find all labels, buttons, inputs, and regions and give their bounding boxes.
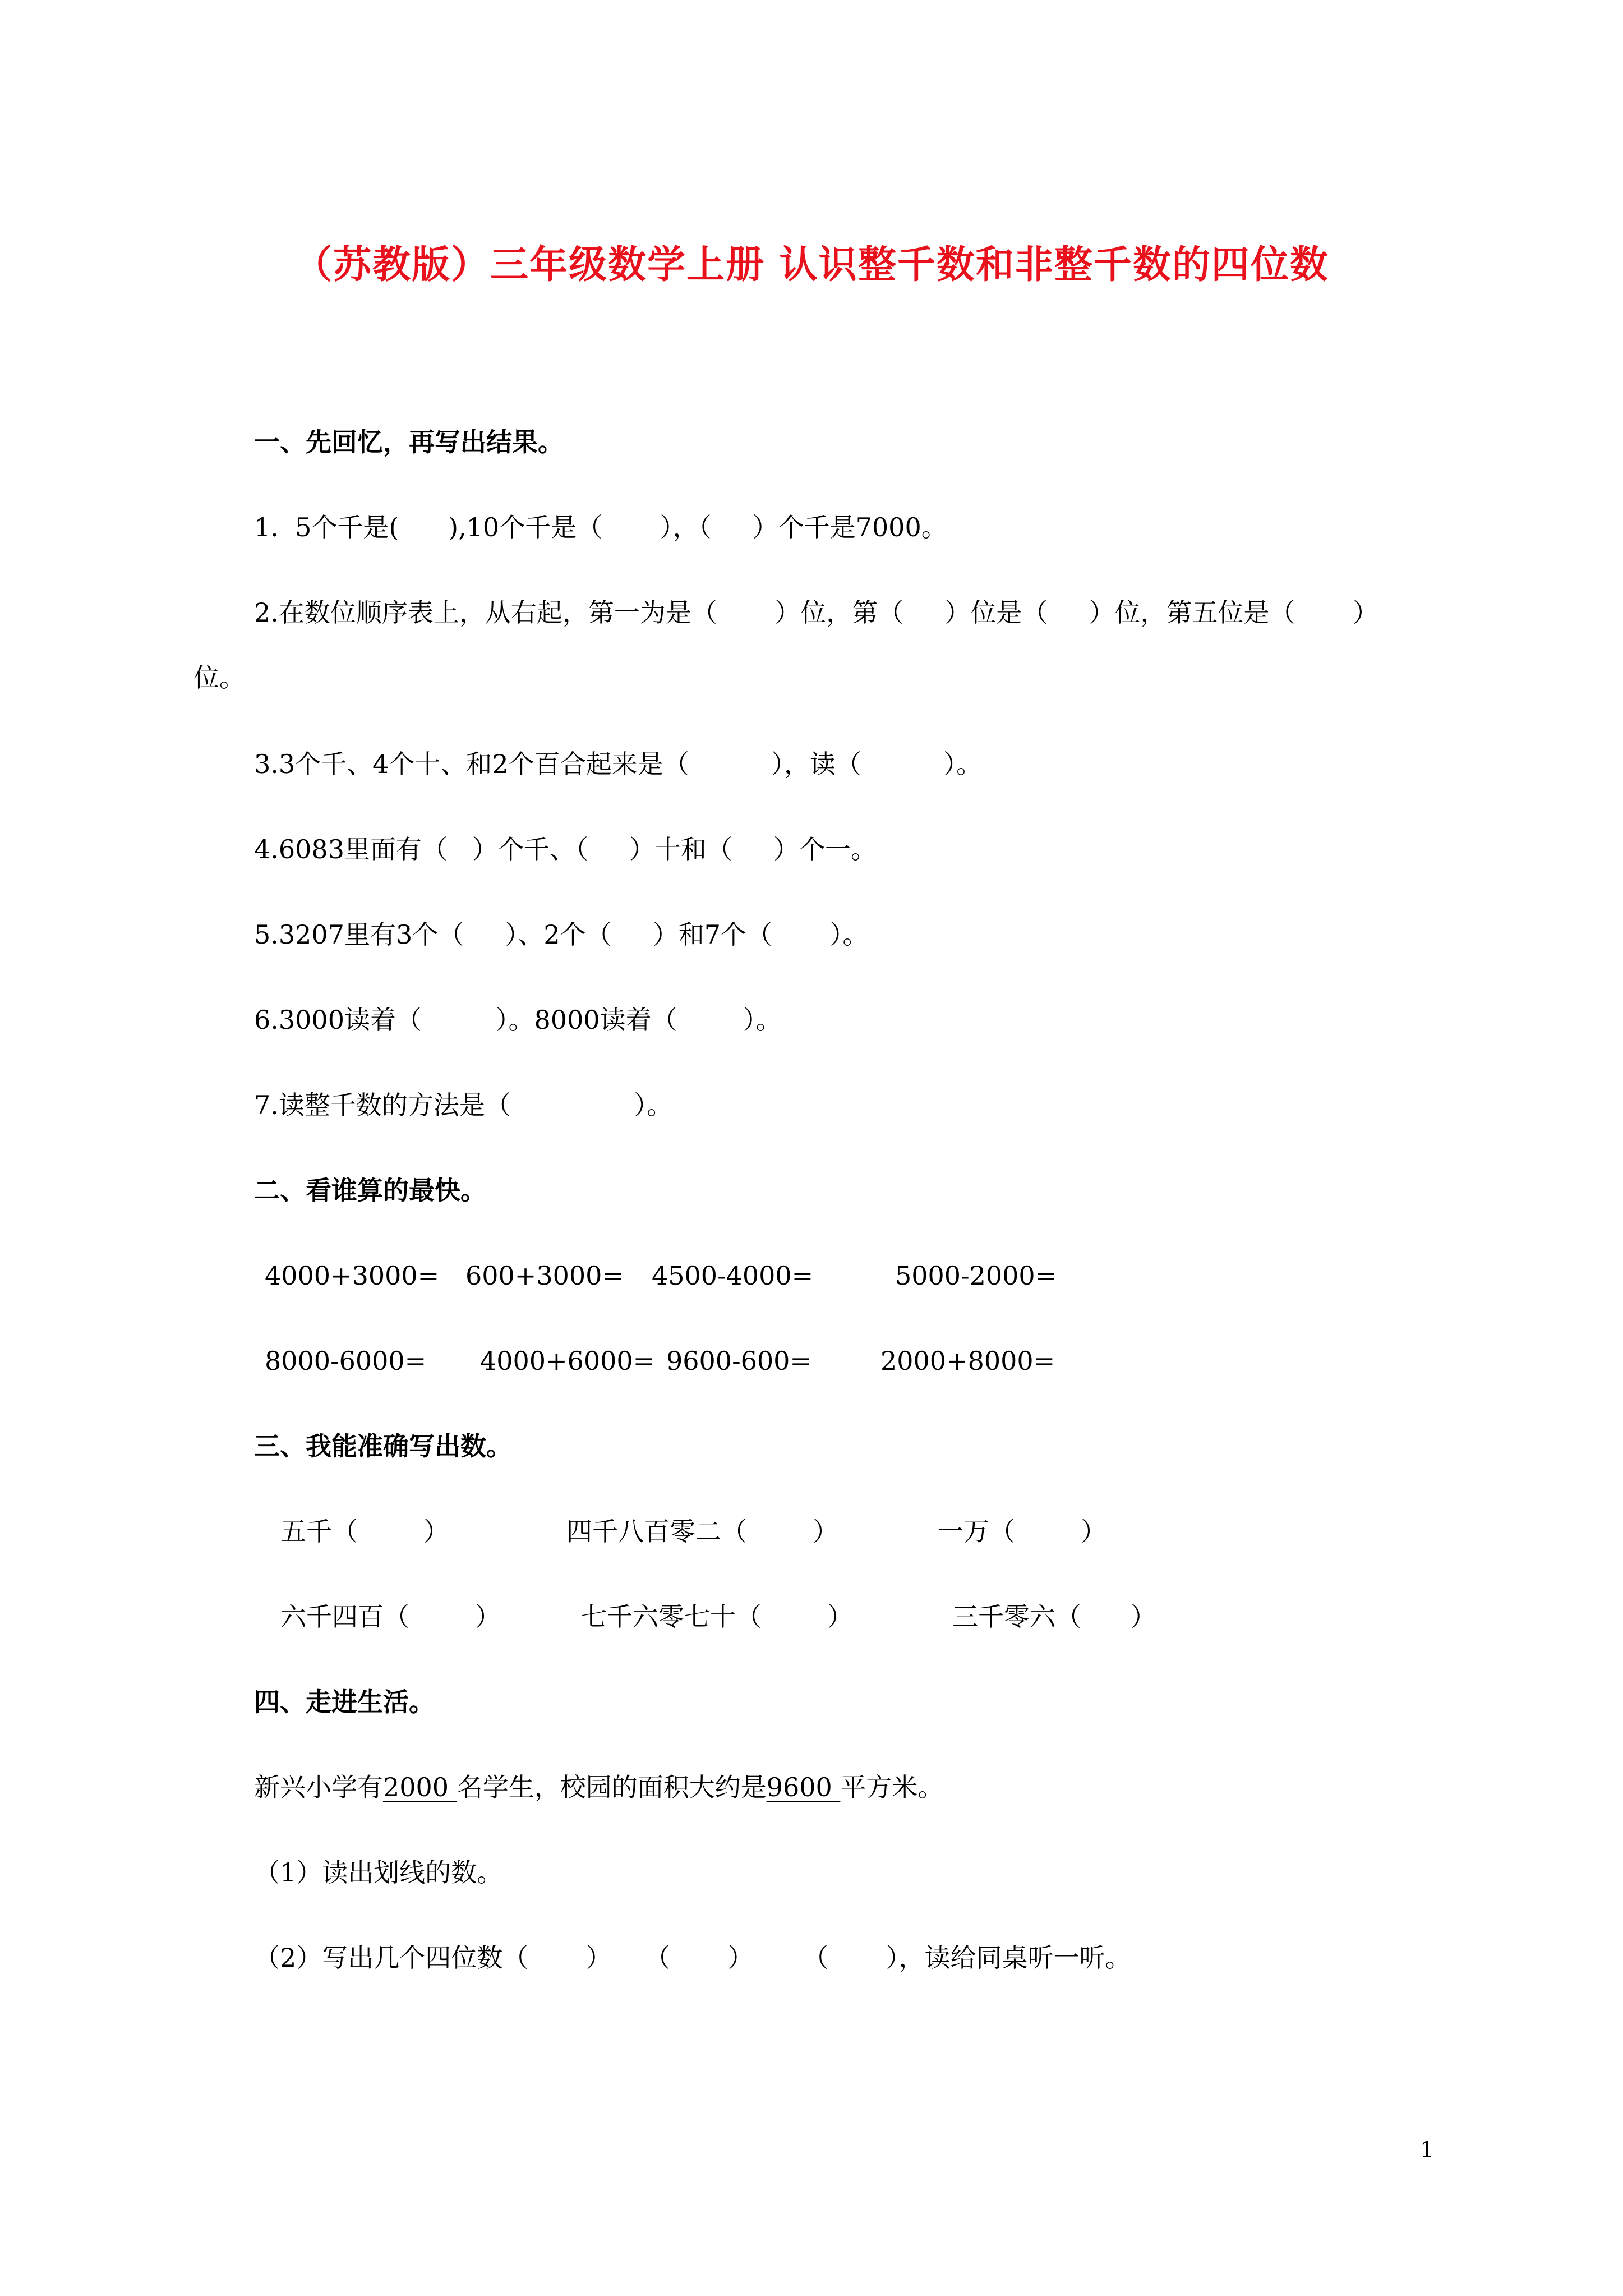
page-number: 1 [1420,2137,1435,2163]
question-1-7: 7.读整千数的方法是（ ）。 [254,1090,673,1120]
arithmetic-item: 2000+8000= [880,1346,1055,1376]
section-2-heading: 二、看谁算的最快。 [254,1175,486,1205]
question-4-1: （1）读出划线的数。 [254,1857,503,1888]
question-1-5: 5.3207里有3个（ ）、2个（ ）和7个（ ）。 [254,919,869,950]
arithmetic-item: 4000+6000= [480,1346,655,1376]
story-text-part: 新兴小学有 [254,1772,383,1802]
underlined-number: 2000 [383,1772,457,1802]
question-1-6: 6.3000读着（ ）。8000读着（ ）。 [254,1005,782,1035]
section-3-heading: 三、我能准确写出数。 [254,1431,512,1461]
question-4-2: （2）写出几个四位数（ ） （ ） （ ），读给同桌听一听。 [254,1943,1131,1973]
document-title: （苏教版）三年级数学上册 认识整千数和非整千数的四位数 [294,242,1329,287]
arithmetic-item: 8000-6000= [265,1346,427,1376]
section-4-heading: 四、走进生活。 [254,1687,435,1717]
number-writing-item: 四千八百零二（ ） [566,1516,838,1547]
question-1-2: 2.在数位顺序表上，从右起，第一为是（ ）位，第（ ）位是（ ）位，第五位是（ ） [254,597,1378,628]
question-1-2-continued: 位。 [193,662,245,693]
story-problem-text [254,1770,943,1804]
number-writing-item: 三千零六（ ） [952,1602,1156,1632]
number-writing-item: 六千四百（ ） [280,1602,501,1632]
arithmetic-item: 4000+3000= [265,1260,440,1291]
section-1-heading: 一、先回忆，再写出结果。 [254,427,564,457]
arithmetic-item: 600+3000= [465,1260,624,1291]
question-1-4: 4.6083里面有（ ）个千、（ ）十和（ ）个一。 [254,834,877,864]
number-writing-item: 一万（ ） [938,1516,1106,1547]
number-writing-item: 七千六零七十（ ） [581,1602,853,1632]
question-1-1: 1. 5个千是( ),10个千是（ ），（ ）个千是7000。 [254,512,947,542]
question-1-3: 3.3个千、4个十、和2个百合起来是（ ），读（ ）。 [254,749,983,779]
underlined-number: 9600 [766,1772,841,1802]
story-text-part: 平方米。 [840,1772,944,1802]
arithmetic-item: 4500-4000= [652,1260,814,1291]
number-writing-item: 五千（ ） [280,1516,449,1547]
arithmetic-item: 9600-600= [666,1346,811,1376]
arithmetic-item: 5000-2000= [895,1260,1057,1291]
story-text-part: 名学生，校园的面积大约是 [457,1772,767,1802]
